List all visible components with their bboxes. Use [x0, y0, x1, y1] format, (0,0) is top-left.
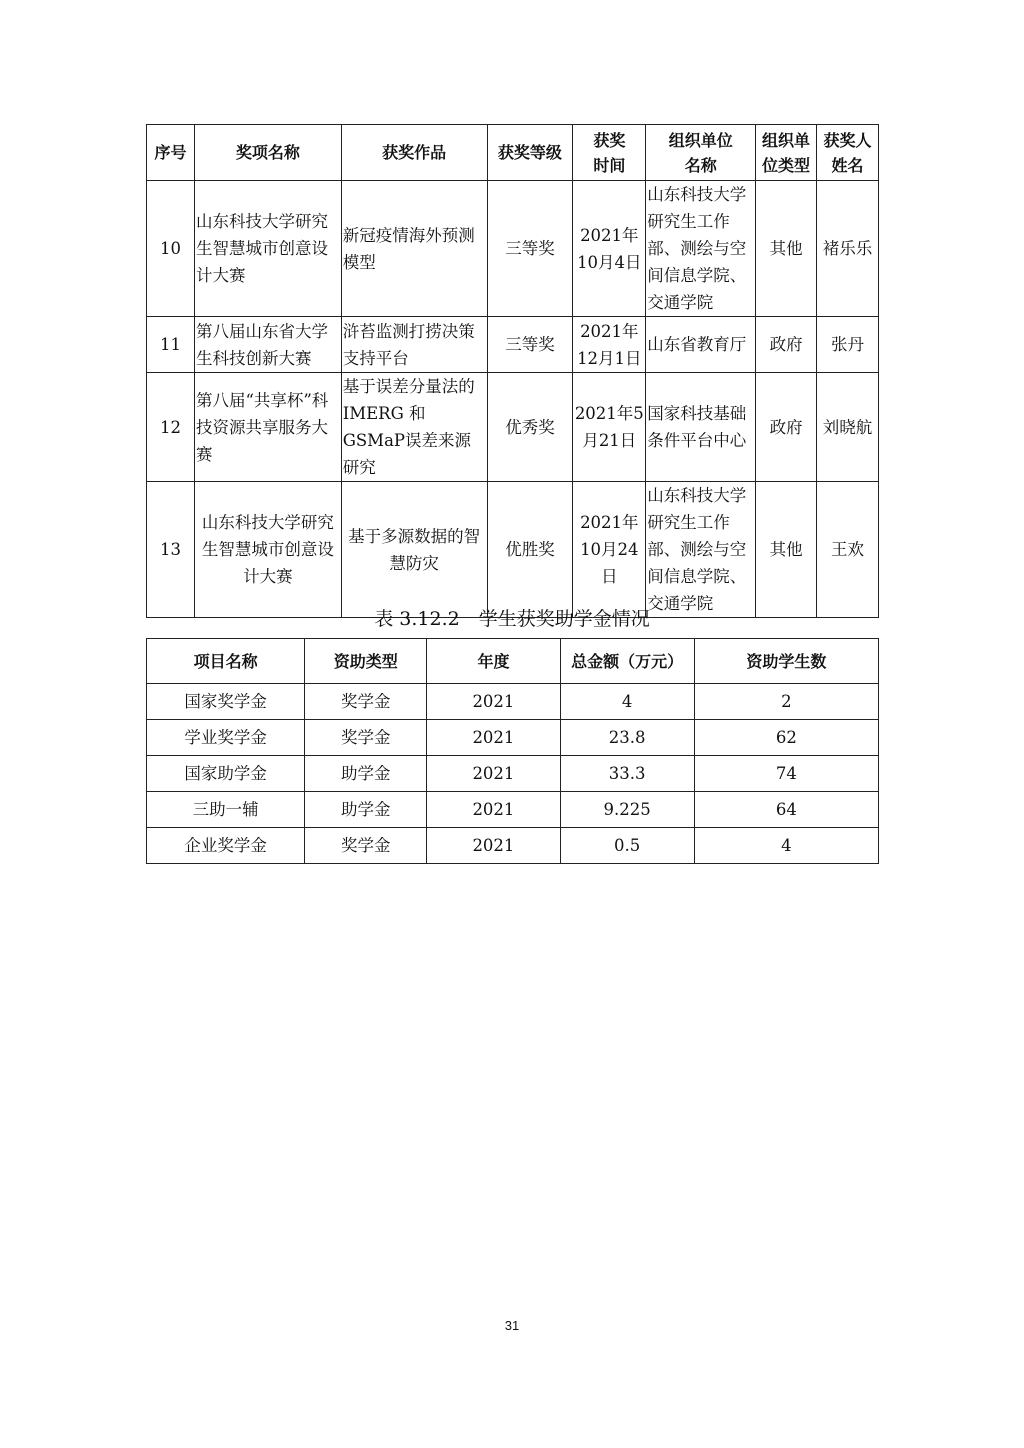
header-cell: 获奖人 姓名: [817, 125, 879, 181]
cell-work: 基于多源数据的智慧防灾: [341, 482, 487, 618]
cell: 助学金: [305, 792, 427, 828]
header-cell: 组织单 位类型: [756, 125, 817, 181]
cell: 2021: [427, 720, 560, 756]
header-cell: 获奖 时间: [573, 125, 646, 181]
cell: 2021: [427, 792, 560, 828]
cell-no: 12: [147, 373, 195, 482]
table-header-row: [147, 639, 879, 684]
header-cell: 获奖作品: [341, 125, 487, 181]
cell-winner: 王欢: [817, 482, 879, 618]
header-cell: 奖项名称: [194, 125, 341, 181]
cell-org-type: 其他: [756, 181, 817, 317]
header-cell: 资助类型: [305, 639, 427, 684]
cell: 4: [560, 684, 694, 720]
table-row: [147, 373, 879, 482]
table-row: [147, 317, 879, 373]
cell: 国家奖学金: [147, 684, 305, 720]
header-cell: 年度: [427, 639, 560, 684]
cell: 2: [694, 684, 878, 720]
header-cell: 总金额（万元）: [560, 639, 694, 684]
cell: 4: [694, 828, 878, 864]
cell-org: 国家科技基础条件平台中心: [646, 373, 756, 482]
header-cell: 项目名称: [147, 639, 305, 684]
cell-winner: 张丹: [817, 317, 879, 373]
cell: 23.8: [560, 720, 694, 756]
header-cell: 资助学生数: [694, 639, 878, 684]
cell-org: 山东省教育厅: [646, 317, 756, 373]
cell: 奖学金: [305, 720, 427, 756]
cell-no: 11: [147, 317, 195, 373]
cell: 33.3: [560, 756, 694, 792]
cell-level: 优秀奖: [487, 373, 573, 482]
cell-date: 2021年10月4日: [573, 181, 646, 317]
cell-work: 新冠疫情海外预测模型: [341, 181, 487, 317]
cell-work: 基于误差分量法的IMERG 和 GSMaP误差来源研究: [341, 373, 487, 482]
cell-level: 三等奖: [487, 181, 573, 317]
cell-no: 10: [147, 181, 195, 317]
cell-level: 优胜奖: [487, 482, 573, 618]
table-header-row: [147, 125, 879, 181]
awards-table: [146, 124, 879, 618]
cell: 0.5: [560, 828, 694, 864]
table-row: [147, 756, 879, 792]
cell: 9.225: [560, 792, 694, 828]
cell: 64: [694, 792, 878, 828]
cell: 国家助学金: [147, 756, 305, 792]
table-row: [147, 482, 879, 618]
cell: 74: [694, 756, 878, 792]
cell: 助学金: [305, 756, 427, 792]
cell: 奖学金: [305, 684, 427, 720]
cell: 学业奖学金: [147, 720, 305, 756]
table-row: [147, 181, 879, 317]
cell-winner: 褚乐乐: [817, 181, 879, 317]
cell: 企业奖学金: [147, 828, 305, 864]
cell-date: 2021年10月24日: [573, 482, 646, 618]
cell: 2021: [427, 756, 560, 792]
table-row: [147, 720, 879, 756]
cell: 三助一辅: [147, 792, 305, 828]
cell-award: 第八届“共享杯”科技资源共享服务大赛: [194, 373, 341, 482]
cell-org-type: 其他: [756, 482, 817, 618]
cell-level: 三等奖: [487, 317, 573, 373]
cell-no: 13: [147, 482, 195, 618]
cell-award: 第八届山东省大学生科技创新大赛: [194, 317, 341, 373]
page-number: 31: [504, 1318, 520, 1333]
cell: 62: [694, 720, 878, 756]
scholarship-table: [146, 638, 879, 864]
table-row: [147, 792, 879, 828]
cell: 奖学金: [305, 828, 427, 864]
cell-org-type: 政府: [756, 373, 817, 482]
table-row: [147, 684, 879, 720]
header-cell: 组织单位 名称: [646, 125, 756, 181]
table-caption: 表 3.12.2 学生获奖助学金情况: [374, 608, 650, 630]
cell-award: 山东科技大学研究生智慧城市创意设计大赛: [194, 181, 341, 317]
cell-winner: 刘晓航: [817, 373, 879, 482]
cell-date: 2021年12月1日: [573, 317, 646, 373]
table-row: [147, 828, 879, 864]
cell-org: 山东科技大学研究生工作部、测绘与空间信息学院、交通学院: [646, 482, 756, 618]
cell-date: 2021年5月21日: [573, 373, 646, 482]
cell: 2021: [427, 684, 560, 720]
cell: 2021: [427, 828, 560, 864]
cell-award: 山东科技大学研究生智慧城市创意设计大赛: [194, 482, 341, 618]
header-cell: 序号: [147, 125, 195, 181]
cell-org: 山东科技大学研究生工作部、测绘与空间信息学院、交通学院: [646, 181, 756, 317]
cell-org-type: 政府: [756, 317, 817, 373]
header-cell: 获奖等级: [487, 125, 573, 181]
cell-work: 浒苔监测打捞决策支持平台: [341, 317, 487, 373]
